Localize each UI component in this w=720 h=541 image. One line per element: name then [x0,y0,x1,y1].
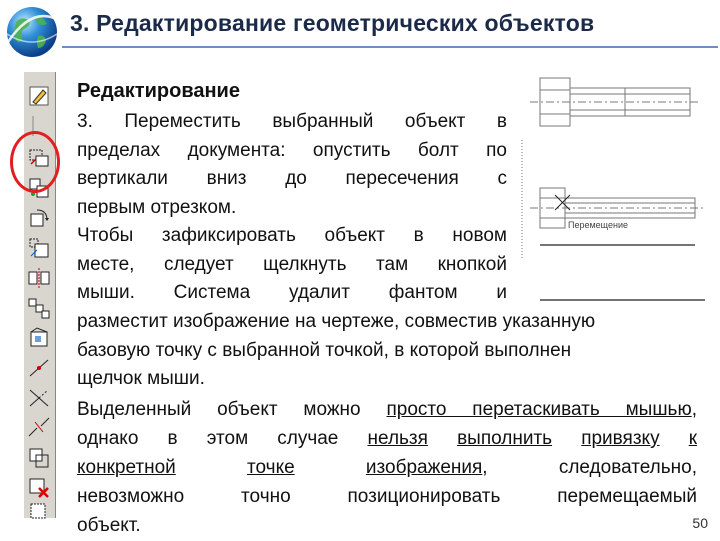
break-line-icon[interactable] [27,356,51,380]
paragraph-3 [77,396,697,541]
text-line: месте, следует щелкнуть там кнопкой [77,253,507,275]
text-line: конкретной точке изображения, следовательно, [77,457,697,478]
scale-icon[interactable] [27,236,51,260]
text-line: Выделенный объект можно просто перетаскивать мышью, [77,399,697,420]
delete-part-icon[interactable] [27,476,51,500]
text-line: невозможно точно позиционировать перемещаемый [77,486,697,507]
text-line: однако в этом случае нельзя выполнить привязку к [77,428,698,449]
underlined-phrase: просто перетаскивать мышью [386,399,692,420]
copy-along-curve-icon[interactable] [27,296,51,320]
globe-icon [2,2,60,60]
text-line: 3. Переместить выбранный объект в [77,111,507,132]
symmetry-icon[interactable] [27,266,51,290]
bolt-drawing [510,70,715,310]
section-subtitle: Редактирование [77,80,240,102]
text-line: базовую точку с выбранной точкой, в которой выполнен [77,339,572,361]
page-title: 3. Редактирование геометрических объектов [70,10,595,36]
rotate-icon[interactable] [27,206,51,230]
selected-tool-highlight [10,131,60,193]
text-line: разместит изображение на чертеже, совместив указанную [77,311,596,332]
paragraph-2 [77,308,697,394]
text-line: первым отрезком. [77,196,237,218]
text-line: объект. [77,515,141,536]
deform-icon[interactable] [27,326,51,350]
paragraph-1 [77,108,507,308]
text-line: пределах документа: опустить болт по [77,139,507,161]
edit-pencil-icon[interactable] [27,84,51,108]
title-divider [62,46,718,48]
explode-icon[interactable] [27,502,51,526]
split-icon[interactable] [27,416,51,440]
clip-icon[interactable] [27,446,51,470]
text-line: вертикали вниз до пересечения с [77,168,507,189]
text-line: Чтобы зафиксировать объект в новом [77,225,507,246]
trim-icon[interactable] [27,386,51,410]
phantom-bolt [522,140,705,260]
text-line: щелчок мыши. [77,368,205,389]
page-number: 50 [692,515,708,531]
drawing-label: Перемещение [568,220,628,230]
original-bolt [530,78,700,126]
text-line: мыши. Система удалит фантом и [77,282,507,303]
